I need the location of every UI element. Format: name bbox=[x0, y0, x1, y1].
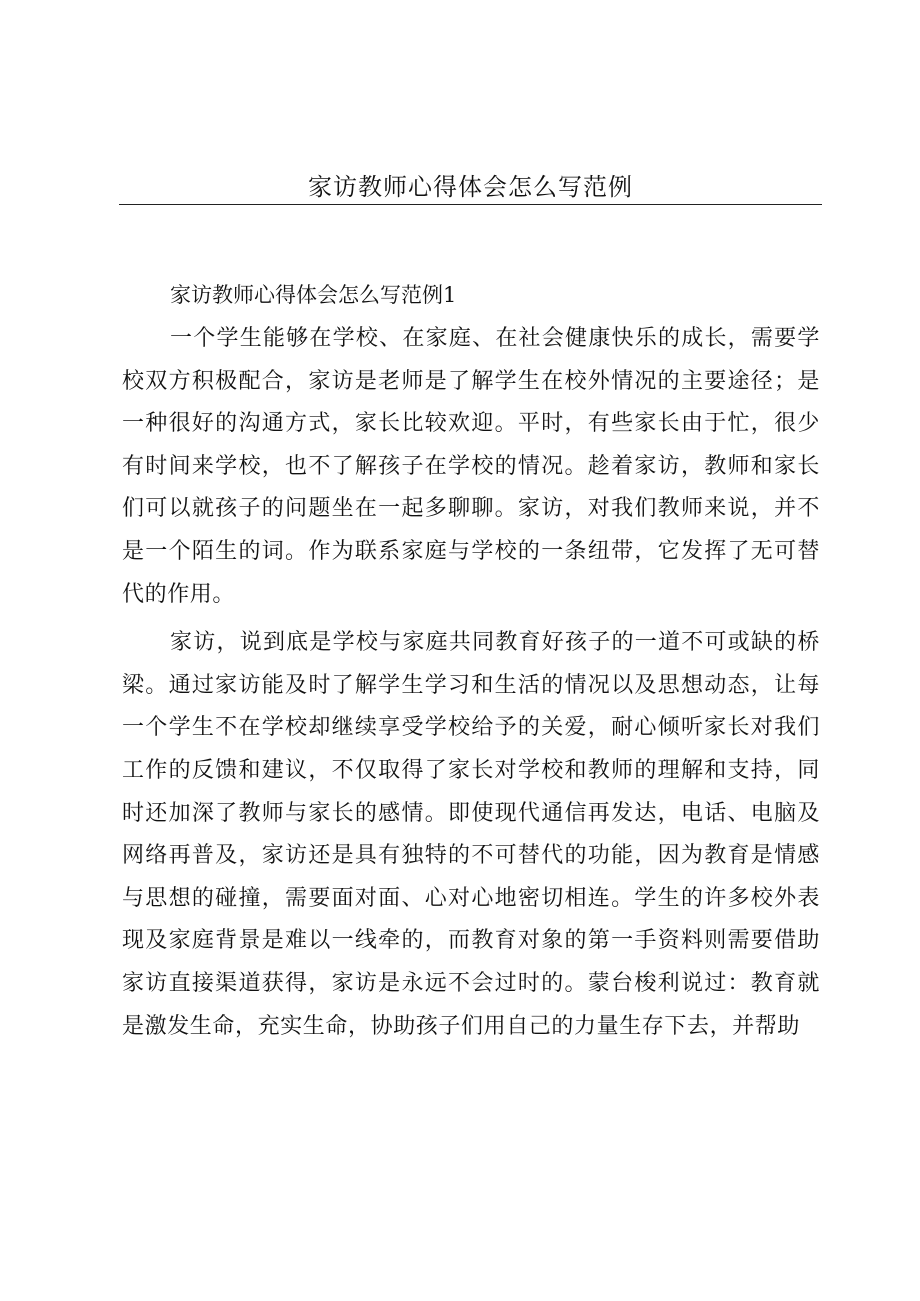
header-title: 家访教师心得体会怎么写范例 bbox=[308, 173, 633, 201]
page-header bbox=[119, 170, 822, 205]
paragraph-1: 一个学生能够在学校、在家庭、在社会健康快乐的成长，需要学校双方积极配合，家访是老师是了解学生在校外情况的主要途径；是一种很好的沟通方式，家长比较欢迎。平时，有些家长由于忙，很少有时间来学校，也不了解孩子在学校的情况。趁着家访，教师和家长们可以就孩子的问题坐在一起多聊聊。家访，对我们教师来说，并不是一个陌生的词。作为联系家庭与学校的一条纽带，它发挥了无可替代的作用。 bbox=[122, 326, 820, 607]
document-body bbox=[122, 274, 820, 1048]
paragraph-2: 家访，说到底是学校与家庭共同教育好孩子的一道不可或缺的桥梁。通过家访能及时了解学生学习和生活的情况以及思想动态，让每一个学生不在学校却继续享受学校给予的关爱，耐心倾听家长对我们工作的反馈和建议，不仅取得了家长对学校和教师的理解和支持，同时还加深了教师与家长的感情。即使现代通信再发达，电话、电脑及网络再普及，家访还是具有独特的不可替代的功能，因为教育是情感与思想的碰撞，需要面对面、心对心地密切相连。学生的许多校外表现及家庭背景是难以一线牵的，而教育对象的第一手资料则需要借助家访直接渠道获得，家访是永远不会过时的。蒙台梭利说过：教育就是激发生命，充实生命，协助孩子们用自己的力量生存下去，并帮助 bbox=[122, 630, 820, 1039]
section-title: 家访教师心得体会怎么写范例1 bbox=[170, 283, 457, 307]
